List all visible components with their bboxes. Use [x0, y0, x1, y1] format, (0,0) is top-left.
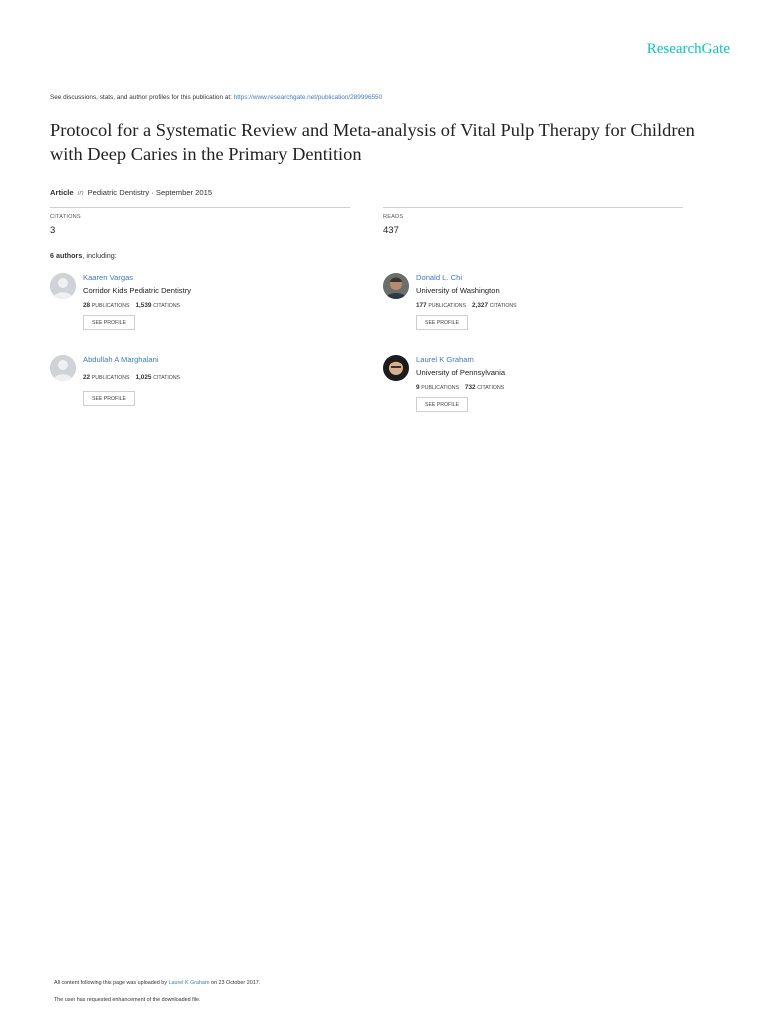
publication-title: Protocol for a Systematic Review and Meta-analysis of Vital Pulp Therapy for Children with Deep Caries in the Primary Dentition: [50, 120, 695, 164]
citations-count: 1,539: [135, 302, 152, 309]
divider-left: [50, 207, 350, 208]
publications-label: PUBLICATIONS: [421, 385, 459, 391]
citations-label: CITATIONS: [153, 375, 181, 381]
researchgate-logo[interactable]: ResearchGate: [646, 41, 730, 57]
reads-count: 437: [383, 225, 399, 236]
enhancement-note: The user has requested enhancement of the downloaded file.: [54, 997, 201, 1003]
citations-label: CITATIONS: [489, 303, 517, 309]
journal-link[interactable]: Pediatric Dentistry · September 2015: [87, 188, 213, 197]
authors-heading: [50, 251, 117, 260]
avatar-photo-icon[interactable]: [383, 355, 409, 381]
author-institution: Corridor Kids Pediatric Dentistry: [83, 286, 192, 295]
uploader-link[interactable]: Laurel K Graham: [168, 980, 210, 986]
author-stats: [83, 374, 186, 381]
publication-meta: [50, 188, 212, 197]
avatar-photo-icon[interactable]: [383, 273, 409, 299]
author-name[interactable]: Laurel K Graham: [416, 355, 474, 364]
in-label: in: [77, 188, 84, 197]
discussion-note: [50, 94, 382, 101]
citations-count: 2,327: [472, 302, 489, 309]
publications-count: 9: [416, 384, 420, 391]
reads-label: READS: [383, 214, 404, 220]
author-institution: University of Pennsylvania: [416, 368, 506, 377]
citations-count: 732: [464, 384, 476, 391]
authors-count: 6 authors: [50, 251, 83, 260]
avatar-placeholder-icon[interactable]: [50, 273, 76, 299]
see-profile-button[interactable]: SEE PROFILE: [83, 315, 135, 330]
avatar-placeholder-icon[interactable]: [50, 355, 76, 381]
see-profile-button[interactable]: SEE PROFILE: [416, 315, 468, 330]
see-profile-button[interactable]: SEE PROFILE: [83, 391, 135, 406]
upload-suffix: on 23 October 2017.: [209, 980, 261, 986]
publications-count: 28: [83, 302, 91, 309]
authors-suffix: , including:: [82, 251, 117, 260]
publications-label: PUBLICATIONS: [428, 303, 467, 309]
citations-count: 1,025: [135, 374, 152, 381]
citations-label: CITATIONS: [50, 214, 81, 220]
citations-count: 3: [50, 225, 56, 236]
upload-note: [54, 980, 260, 986]
author-stats: [416, 302, 523, 309]
author-institution: University of Washington: [416, 286, 500, 295]
publications-count: 177: [416, 302, 427, 309]
publications-label: PUBLICATIONS: [91, 375, 130, 381]
publication-link[interactable]: https://www.researchgate.net/publication/289996550: [233, 94, 383, 101]
author-stats: [83, 302, 186, 309]
author-name[interactable]: Kaaren Vargas: [83, 273, 134, 282]
see-profile-button[interactable]: SEE PROFILE: [416, 397, 468, 412]
discussion-text: See discussions, stats, and author profiles for this publication at:: [50, 94, 234, 101]
author-name[interactable]: Donald L. Chi: [416, 273, 463, 282]
author-stats: [416, 384, 510, 391]
publications-count: 22: [83, 374, 91, 381]
divider-right: [383, 207, 683, 208]
upload-prefix: All content following this page was uploaded by: [54, 980, 169, 986]
article-type: Article: [50, 188, 74, 197]
publications-label: PUBLICATIONS: [91, 303, 130, 309]
citations-label: CITATIONS: [153, 303, 181, 309]
author-name[interactable]: Abdullah A Marghalani: [83, 355, 159, 364]
citations-label: CITATIONS: [477, 385, 505, 391]
